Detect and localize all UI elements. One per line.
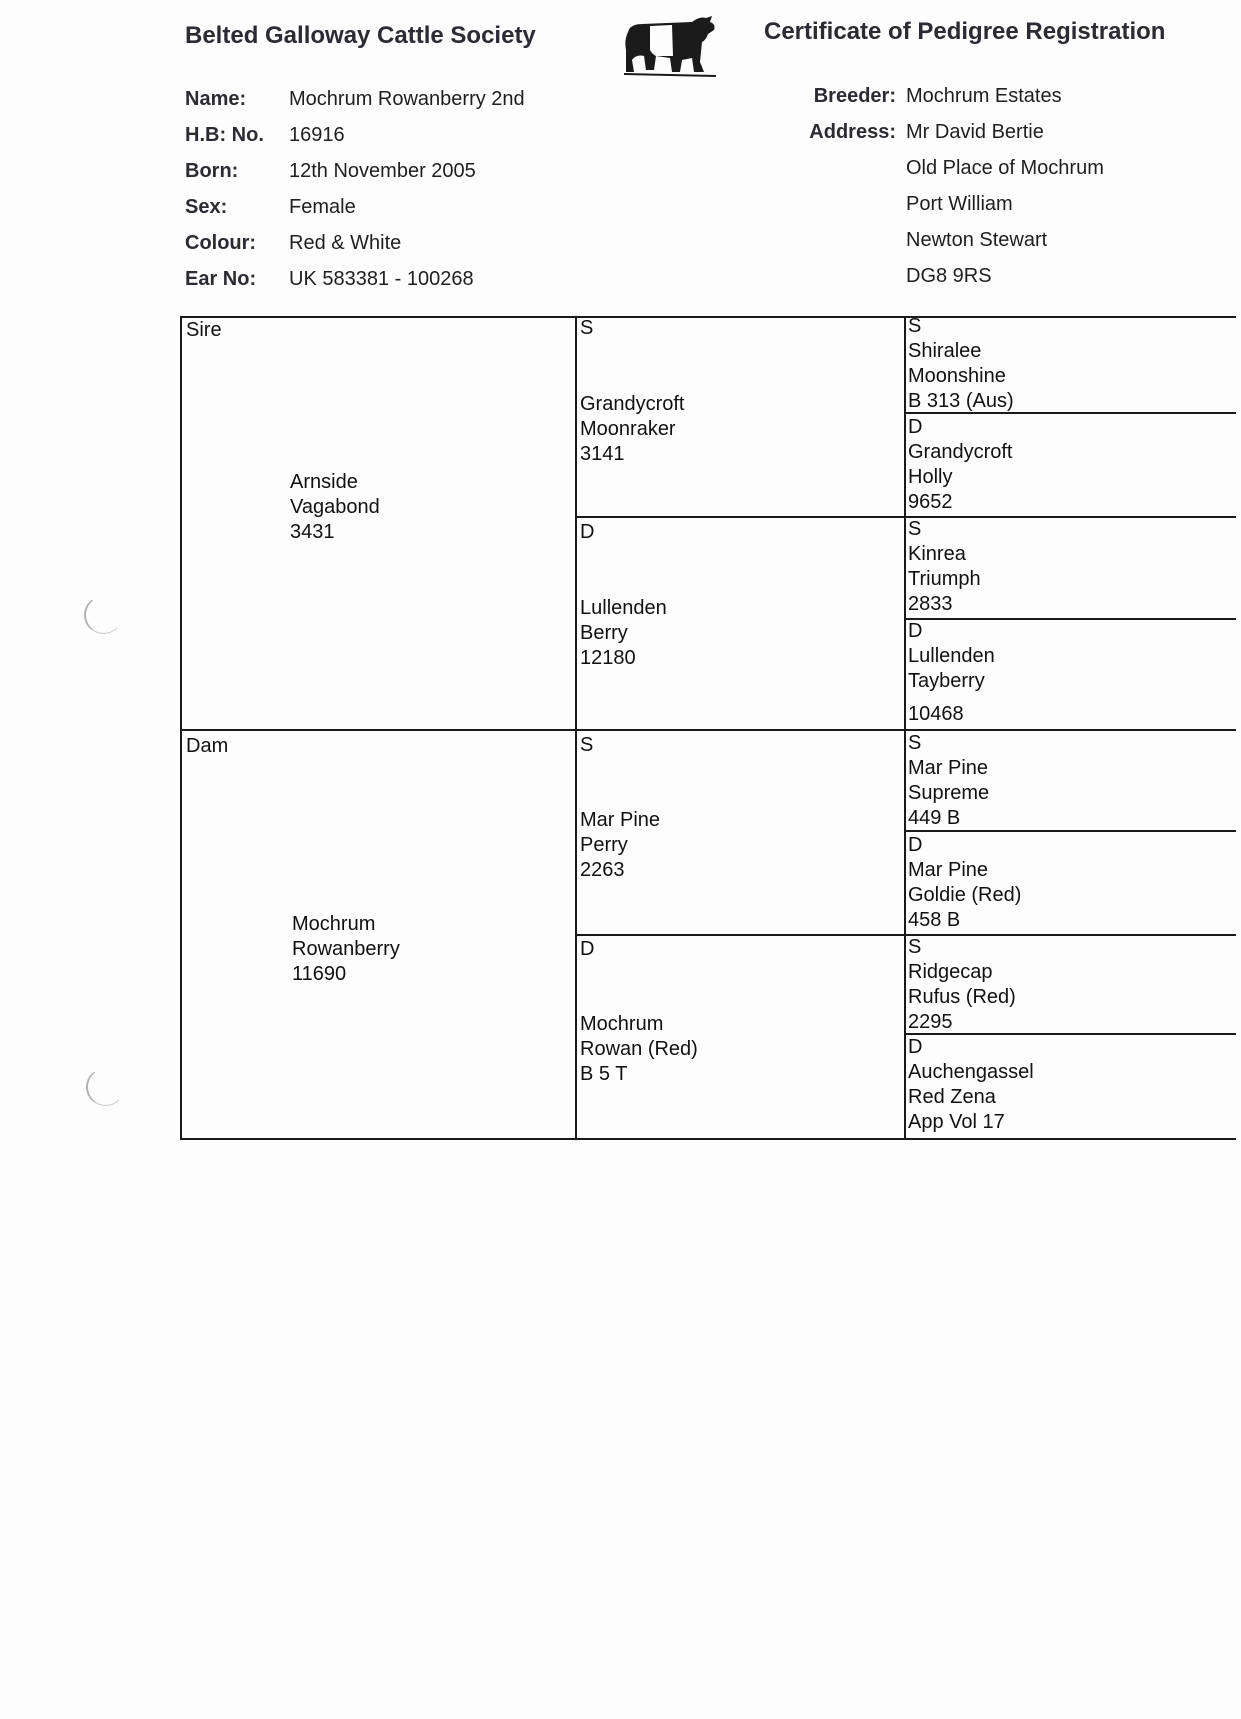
address-line: Newton Stewart <box>906 229 1048 251</box>
gen2-animal: Lullenden Berry 12180 <box>580 597 667 669</box>
dam-name: Mochrum Rowanberry 11690 <box>292 913 400 985</box>
sire-name: Arnside Vagabond 3431 <box>290 471 380 543</box>
address-line: Old Place of Mochrum <box>906 157 1104 179</box>
punch-hole-mark <box>86 1068 125 1106</box>
born-value: 12th November 2005 <box>289 160 476 182</box>
gen2-animal: Mar Pine Perry 2263 <box>580 809 661 881</box>
hb-label: H.B: No. <box>185 124 264 146</box>
gen3-animal: D Lullenden Tayberry 10468 <box>908 620 995 725</box>
table-border-bottom <box>180 1138 1236 1140</box>
society-title: Belted Galloway Cattle Society <box>185 22 536 49</box>
gen3-animal: D Grandycroft Holly 9652 <box>908 416 1013 513</box>
table-column-divider <box>904 316 906 1140</box>
table-divider-sire-dam <box>180 729 1236 731</box>
ear-label: Ear No: <box>185 268 257 290</box>
hb-value: 16916 <box>289 124 345 146</box>
gen2-divider <box>575 516 906 518</box>
colour-value: Red & White <box>289 232 402 254</box>
dam-tag: Dam <box>186 735 229 757</box>
gen2-animal: Grandycroft Moonraker 3141 <box>580 393 685 465</box>
gen2-divider <box>575 934 906 936</box>
gen3-animal: S Ridgecap Rufus (Red) 2295 <box>908 936 1016 1033</box>
breeder-label: Breeder: <box>813 85 896 107</box>
breeder-value: Mochrum Estates <box>906 85 1062 107</box>
gen3-animal: S Shiralee Moonshine B 313 (Aus) <box>908 315 1014 412</box>
certificate-title: Certificate of Pedigree Registration <box>764 18 1166 45</box>
gen2-animal: Mochrum Rowan (Red) B 5 T <box>580 1013 698 1085</box>
sex-label: Sex: <box>185 196 228 218</box>
address-line: Port William <box>906 193 1013 215</box>
colour-label: Colour: <box>185 232 257 254</box>
table-column-divider <box>575 316 577 1140</box>
punch-hole-mark <box>84 596 123 634</box>
name-value: Mochrum Rowanberry 2nd <box>289 88 525 110</box>
address-label: Address: <box>809 121 896 143</box>
belted-galloway-cow-icon <box>620 10 720 80</box>
gen3-animal: S Kinrea Triumph 2833 <box>908 518 981 615</box>
gen3-animal: S Mar Pine Supreme 449 B <box>908 732 990 829</box>
address-line: DG8 9RS <box>906 265 992 287</box>
sire-tag: Sire <box>186 319 222 341</box>
table-border-top <box>180 316 1236 318</box>
gen2-tag: D <box>580 938 595 960</box>
ear-value: UK 583381 - 100268 <box>289 268 474 290</box>
table-border-left <box>180 316 182 1140</box>
gen2-tag: S <box>580 317 594 339</box>
gen2-tag: S <box>580 734 594 756</box>
gen3-animal: D Mar Pine Goldie (Red) 458 B <box>908 834 1022 931</box>
gen2-tag: D <box>580 521 595 543</box>
name-label: Name: <box>185 88 247 110</box>
address-line: Mr David Bertie <box>906 121 1044 143</box>
gen3-animal: D Auchengassel Red Zena App Vol 17 <box>908 1036 1034 1133</box>
born-label: Born: <box>185 160 239 182</box>
sex-value: Female <box>289 196 356 218</box>
